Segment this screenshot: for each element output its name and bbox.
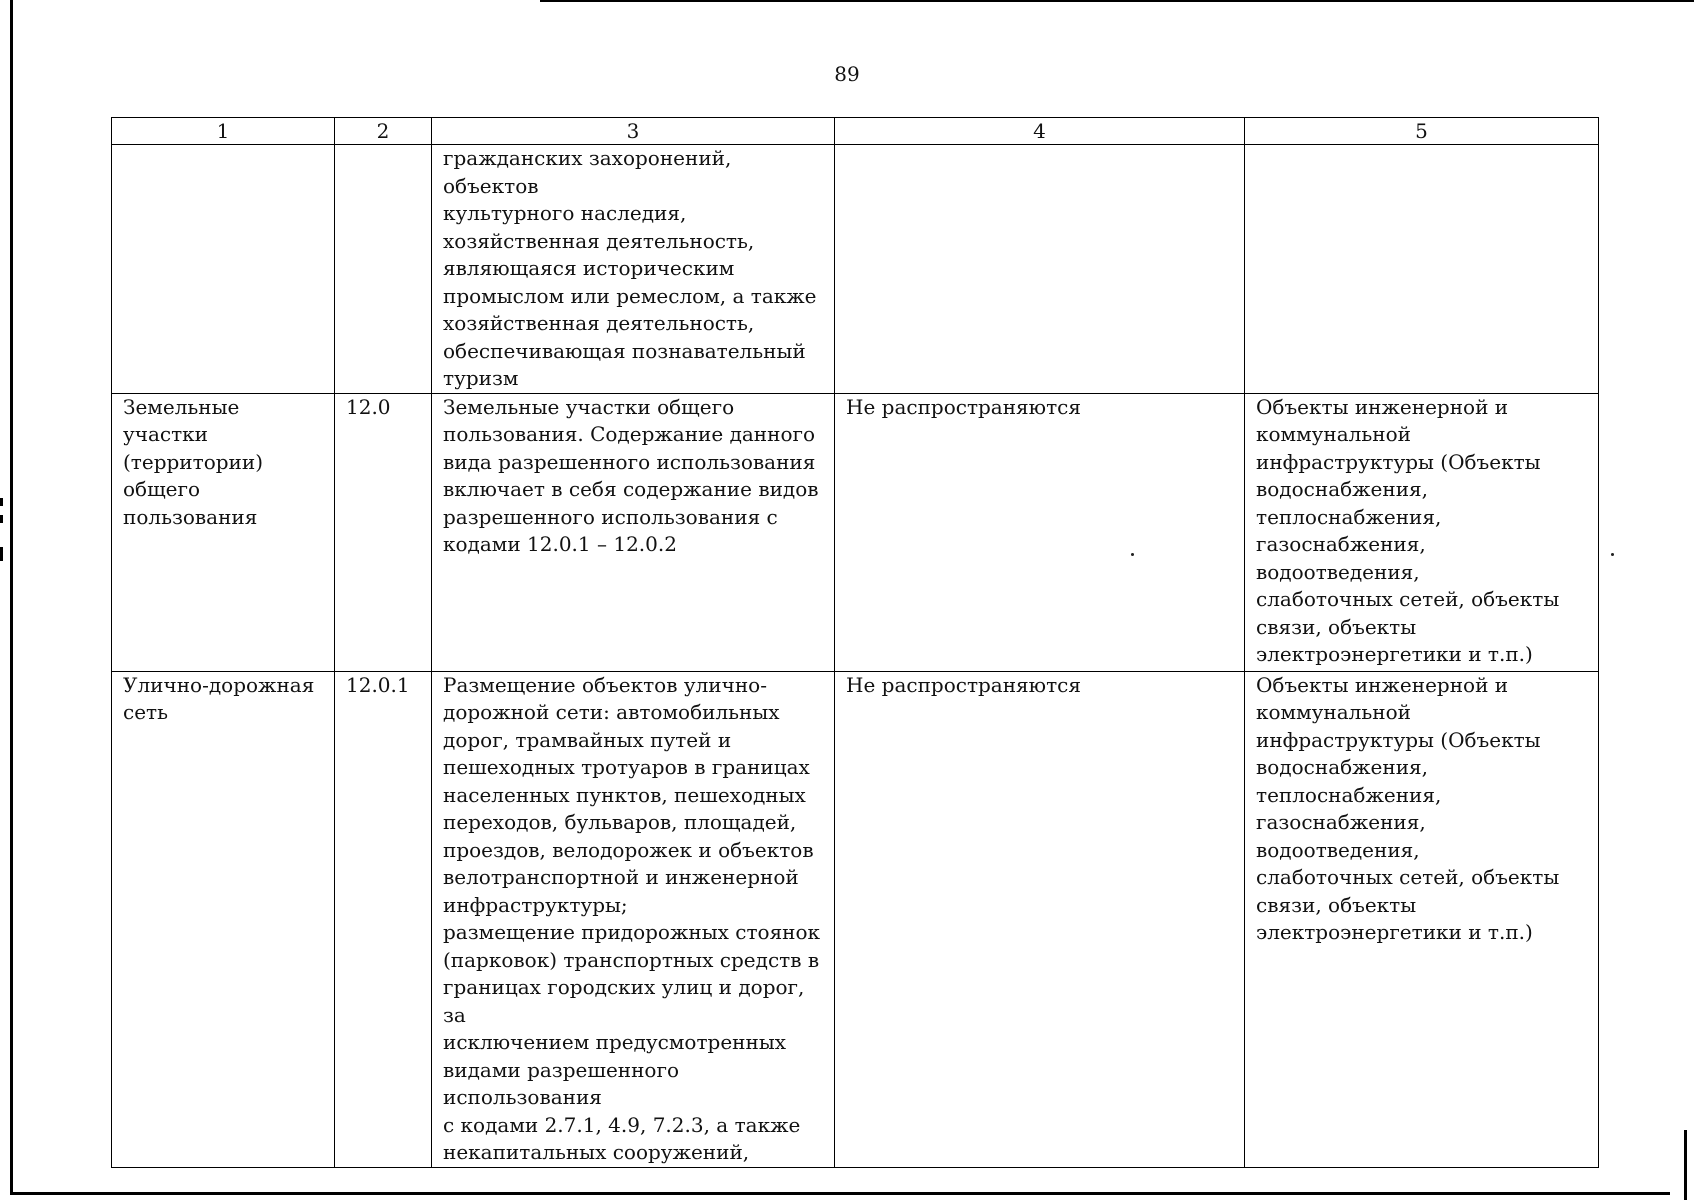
scan-speck: [1611, 553, 1614, 556]
land-use-description-cell: Размещение объектов улично- дорожной сети: автомобильных дорог, трамвайных путей и пешеходных тротуаров в границах населенных пунктов, пешеходных переходов, бульваров, площадей, проездов, велодорожек и объектов велотранспортной и инженерной инфраструктуры; размещение придорожных стоянок (парковок) транспортных средств в границах городских улиц и дорог, за исключением предусмотренных видами разрешенного использования с кодами 2.7.1, 4.9, 7.2.3, а также некапитальных сооружений,: [432, 671, 835, 1167]
column-5-cell: Объекты инженерной и коммунальной инфраструктуры (Объекты водоснабжения, теплоснабжения, газоснабжения, водоотведения, слаботочных сетей, объекты связи, объекты электроэнергетики и т.п.): [1245, 393, 1599, 671]
column-header-2: 2: [335, 118, 432, 145]
column-5-cell: Объекты инженерной и коммунальной инфраструктуры (Объекты водоснабжения, теплоснабжения, газоснабжения, водоотведения, слаботочных сетей, объекты связи, объекты электроэнергетики и т.п.): [1245, 671, 1599, 1167]
scan-edge-top: [540, 0, 1694, 2]
land-use-description-cell: Земельные участки общего пользования. Содержание данного вида разрешенного использования включает в себя содержание видов разрешенного использования с кодами 12.0.1 – 12.0.2: [432, 393, 835, 671]
land-use-code-cell: 12.0.1: [335, 671, 432, 1167]
column-header-5: 5: [1245, 118, 1599, 145]
scan-edge-bottom: [10, 1192, 1670, 1195]
column-header-3: 3: [432, 118, 835, 145]
column-4-cell: Не распространяются: [835, 393, 1245, 671]
zoning-table: [111, 117, 1599, 1168]
column-header-1: 1: [112, 118, 335, 145]
land-use-code-cell: [335, 145, 432, 394]
scan-mark: [0, 547, 3, 561]
land-use-name-cell: Улично-дорожная сеть: [112, 671, 335, 1167]
land-use-name-cell: Земельные участки (территории) общего пользования: [112, 393, 335, 671]
page-number: 89: [834, 62, 860, 86]
scan-mark: [0, 498, 3, 506]
column-4-cell: Не распространяются: [835, 671, 1245, 1167]
column-header-4: 4: [835, 118, 1245, 145]
table-row: [112, 671, 1599, 1167]
column-4-cell: [835, 145, 1245, 394]
column-5-cell: [1245, 145, 1599, 394]
scan-mark: [0, 515, 3, 523]
table-header-row: [112, 118, 1599, 145]
table-row: [112, 145, 1599, 394]
land-use-name-cell: [112, 145, 335, 394]
land-use-description-cell: гражданских захоронений, объектов культурного наследия, хозяйственная деятельность, являющаяся историческим промыслом или ремеслом, а также хозяйственная деятельность, обеспечивающая познавательный туризм: [432, 145, 835, 394]
land-use-code-cell: 12.0: [335, 393, 432, 671]
table-row: [112, 393, 1599, 671]
scan-edge-left: [10, 0, 13, 1195]
scan-edge-right: [1684, 1130, 1687, 1200]
